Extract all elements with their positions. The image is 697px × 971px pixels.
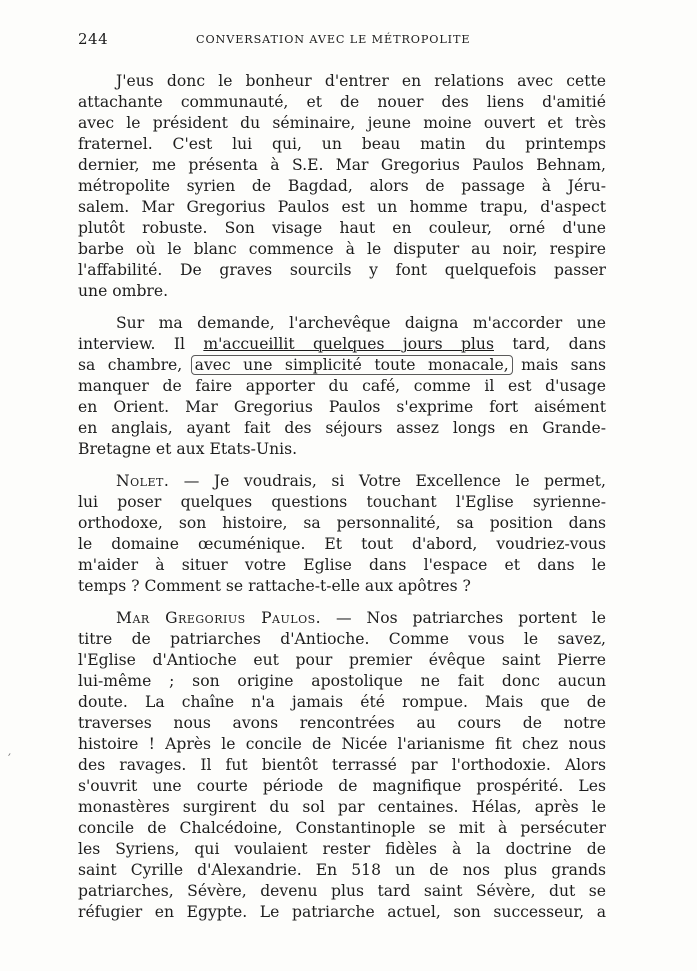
- text-line: orthodoxe, son histoire, sa personnalité, sa position dans: [78, 514, 606, 532]
- text-line: monastères surgirent du sol par centaines. Hélas, après le: [78, 798, 606, 816]
- speaker-name: Nolet.: [116, 472, 170, 490]
- text-line: concile de Chalcédoine, Constantinople se mit à persécuter: [78, 819, 606, 837]
- text-line: en anglais, ayant fait des séjours assez longs en Grande-: [78, 419, 606, 437]
- text-line: barbe où le blanc commence à le disputer au noir, respire: [78, 240, 606, 258]
- text-line: attachante communauté, et de nouer des liens d'amitié: [78, 93, 606, 111]
- text-line: manquer de faire apporter du café, comme il est d'usage: [78, 377, 606, 395]
- boxed-phrase: avec une simplicité toute monacale,: [191, 355, 513, 375]
- text-line: histoire ! Après le concile de Nicée l'arianisme fit chez nous: [78, 735, 606, 753]
- text-line: l'affabilité. De graves sourcils y font quelquefois passer: [78, 261, 606, 279]
- text-line-underlined: interview. Il m'accueillit quelques jours plus tard, dans: [78, 335, 606, 353]
- text-fragment: — Je voudrais, si Votre Excellence le permet,: [169, 472, 606, 490]
- text-line: J'eus donc le bonheur d'entrer en relations avec cette: [116, 72, 606, 90]
- text-line: fraternel. C'est lui qui, un beau matin du printemps: [78, 135, 606, 153]
- text-line: Sur ma demande, l'archevêque daigna m'accorder une: [116, 314, 606, 332]
- paragraph-1: [78, 71, 606, 302]
- page-header: [78, 30, 606, 50]
- paragraph-4: [78, 608, 606, 923]
- text-line: métropolite syrien de Bagdad, alors de passage à Jéru-: [78, 177, 606, 195]
- text-line: salem. Mar Gregorius Paulos est un homme trapu, d'aspect: [78, 198, 606, 216]
- text-line: réfugier en Egypte. Le patriarche actuel, son successeur, a: [78, 903, 606, 921]
- underlined-phrase: m'accueillit quelques jours plus: [203, 335, 494, 353]
- text-line: le domaine œcuménique. Et tout d'abord, voudriez-vous: [78, 535, 606, 553]
- text-line: [78, 471, 606, 492]
- speaker-name: Mar Gregorius Paulos.: [116, 609, 322, 627]
- text-line: [78, 608, 606, 629]
- page-body: [78, 71, 606, 923]
- text-line: Bretagne et aux Etats-Unis.: [78, 440, 298, 458]
- text-line: titre de patriarches d'Antioche. Comme vous le savez,: [78, 630, 606, 648]
- text-fragment: — Nos patriarches portent le: [321, 609, 606, 627]
- text-line: une ombre.: [78, 282, 169, 300]
- text-line-boxed: sa chambre, avec une simplicité toute monacale, mais sans: [78, 356, 606, 374]
- text-line: lui-même ; son origine apostolique ne fait donc aucun: [78, 672, 606, 690]
- text-line: des ravages. Il fut bientôt terrassé par l'orthodoxie. Alors: [78, 756, 606, 774]
- text-line: les Syriens, qui voulaient rester fidèles à la doctrine de: [78, 840, 606, 858]
- margin-mark-icon: ′: [8, 752, 11, 767]
- page-number: 244: [78, 30, 109, 48]
- text-line: doute. La chaîne n'a jamais été rompue. Mais que de: [78, 693, 606, 711]
- running-title: CONVERSATION AVEC LE MÉTROPOLITE: [196, 33, 471, 46]
- text-line: en Orient. Mar Gregorius Paulos s'exprime fort aisément: [78, 398, 606, 416]
- text-line: traverses nous avons rencontrées au cours de notre: [78, 714, 606, 732]
- text-line: saint Cyrille d'Alexandrie. En 518 un de nos plus grands: [78, 861, 606, 879]
- text-line: plutôt robuste. Son visage haut en couleur, orné d'une: [78, 219, 606, 237]
- paragraph-3: [78, 471, 606, 597]
- text-line: avec le président du séminaire, jeune moine ouvert et très: [78, 114, 606, 132]
- text-line: patriarches, Sévère, devenu plus tard saint Sévère, dut se: [78, 882, 606, 900]
- text-line: temps ? Comment se rattache-t-elle aux apôtres ?: [78, 577, 471, 595]
- paragraph-2: [78, 313, 606, 460]
- text-line: m'aider à situer votre Eglise dans l'espace et dans le: [78, 556, 606, 574]
- text-line: l'Eglise d'Antioche eut pour premier évêque saint Pierre: [78, 651, 606, 669]
- text-line: s'ouvrit une courte période de magnifique prospérité. Les: [78, 777, 606, 795]
- text-line: dernier, me présenta à S.E. Mar Gregorius Paulos Behnam,: [78, 156, 606, 174]
- text-line: lui poser quelques questions touchant l'Eglise syrienne-: [78, 493, 606, 511]
